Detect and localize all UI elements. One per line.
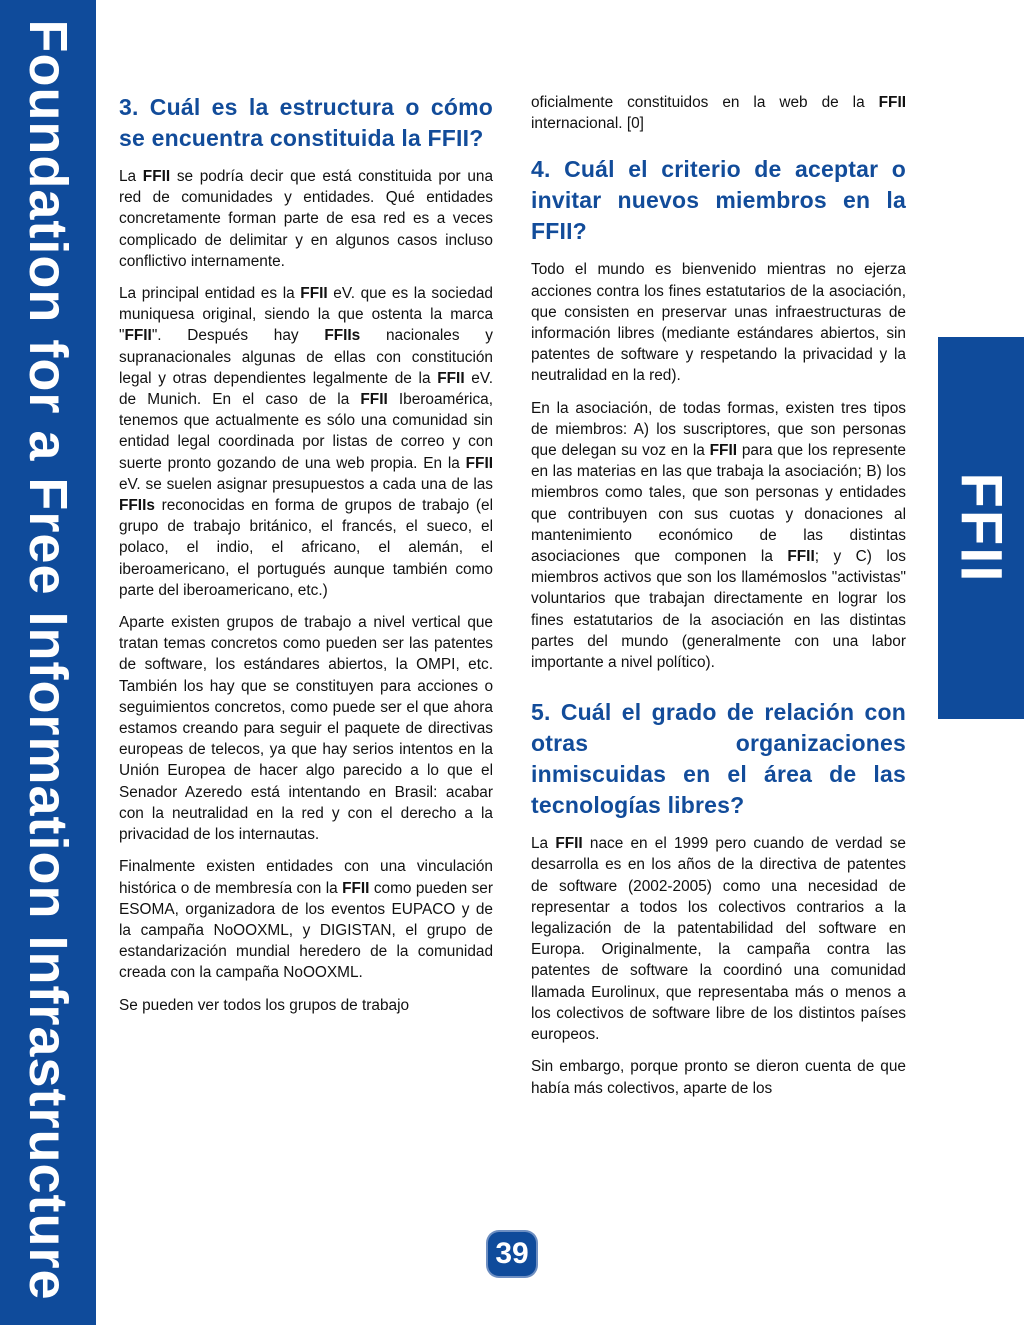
continued-paragraph <box>531 92 906 134</box>
section-5-heading: 5. Cuál el grado de relación con otras organizaciones inmiscuidas en el área de las tecnologías libres? <box>531 699 906 819</box>
ffii-side-tab <box>938 337 1024 719</box>
bold-term: FFII <box>437 369 465 387</box>
ffii-tab-label: FFII <box>948 472 1014 584</box>
paragraph: Sin embargo, porque pronto se dieron cuenta de que había más colectivos, aparte de los <box>531 1058 906 1097</box>
bold-term: FFII <box>709 442 737 460</box>
paragraph: Todo el mundo es bienvenido mientras no ejerza acciones contra los fines estatutarios de la asociación, que consisten en preservar unas infraestructuras de información libres (mediante estándares abiertos, sin patentes de software y respetando la privacidad y la neutralidad en la red). <box>531 261 906 385</box>
bold-term: FFII <box>787 548 815 566</box>
section-5-body <box>531 833 906 1098</box>
bold-term: FFII <box>555 835 583 853</box>
bold-term: FFII <box>360 391 388 409</box>
paragraph: Aparte existen grupos de trabajo a nivel vertical que tratan temas concretos como pueden ser las patentes de software, los estándares abiertos, la OMPI, etc. También los hay que se constituyen para acciones o seguimientos concretos, como puede ser el que ahora estamos creando para seguir el paquete de directivas europeas de telecos, ya que hay serios intentos en la Unión Europea de hacer algo parecido a lo que el Senador Azeredo está intentando en Brasil: acabar con la neutralidad en la red y con el derecho a la privacidad de los internautas. <box>119 614 493 844</box>
left-column <box>119 92 493 1027</box>
side-banner-title: Foundation for a Free Information Infrastructure <box>18 19 78 1301</box>
bold-term: FFIIs <box>119 497 155 515</box>
section-4-heading: 4. Cuál el criterio de aceptar o invitar nuevos miembros en la FFII? <box>531 156 906 245</box>
paragraph: Se pueden ver todos los grupos de trabajo <box>119 996 410 1014</box>
paragraph: La FFII nace en el 1999 pero cuando de verdad se desarrolla es en los años de la directiva de patentes de software (2002-2005) como una necesidad de representar a todos los colectivos contrarios a la legalización de la patentabilidad del software en Europa. Originalmente, la campaña contra las patentes de software la coordinó una comunidad llamada Eurolinux, que representaba más o menos a los colectivos de software libre de los distintos países europeos. <box>531 835 906 1044</box>
paragraph: Finalmente existen entidades con una vinculación histórica o de membresía con la FFII como pueden ser ESOMA, organizadora de los eventos EUPACO y de la campaña NoOOXML, y DIGISTAN, el grupo de estandarización mundial heredero de la comunidad creada con la campaña NoOOXML. <box>119 858 493 982</box>
side-banner <box>0 0 96 1325</box>
paragraph: oficialmente constituidos en la web de la FFII internacional. [0] <box>531 94 906 133</box>
paragraph: La FFII se podría decir que está constituida por una red de comunidades y entidades. Qué entidades concretamente forman parte de esa red es a veces complicado de delimitar y en algunos casos incluso conflictivo internamente. <box>119 168 493 270</box>
bold-term: FFII <box>300 285 328 303</box>
section-4-body <box>531 259 906 673</box>
section-3-heading: 3. Cuál es la estructura o cómo se encuentra constituida la FFII? <box>119 94 493 151</box>
bold-term: FFIIs <box>324 327 361 345</box>
bold-term: FFII <box>342 879 370 897</box>
section-3-body <box>119 166 493 1016</box>
right-column <box>531 92 906 1110</box>
bold-term: FFII <box>465 454 493 472</box>
paragraph: En la asociación, de todas formas, existen tres tipos de miembros: A) los suscriptores, que son personas que delegan su voz en la FFII para que los represente en las materias en las que trabaja la asociación; B) los miembros como tales, que son personas y entidades que contribuyen con sus cuotas y donaciones al mantenimiento económico de las distintas asociaciones que componen la FFII; y C) los miembros activos que son los llamémoslos "activistas" voluntarios que trabajan directamente en lograr los fines estatutarios de la asociación en las distintas partes del mundo (generalmente con una labor importante a nivel político). <box>531 399 906 672</box>
bold-term: FFII <box>124 327 152 345</box>
page-number-badge: 39 <box>488 1232 536 1276</box>
bold-term: FFII <box>142 168 171 185</box>
bold-term: FFII <box>878 94 906 111</box>
paragraph: La principal entidad es la FFII eV. que es la sociedad muniquesa original, siendo la que ostenta la marca "FFII". Después hay FFIIs nacionales y supranacionales algunas de ellas con constitución legal y otras dependientes legalmente de la FFII eV. de Munich. En el caso de la FFII Iberoamérica, tenemos que actualmente es sólo una comunidad sin entidad legal coordinada por listas de correo y con suerte pronto gozando de una web propia. En la FFII eV. se suelen asignar presupuestos a cada una de las FFIIs reconocidas en forma de grupos de trabajo (el grupo de trabajo británico, el francés, el sueco, el polaco, el indio, el africano, el alemán, el iberoamericano, el portugués aunque también como parte del iberoamericano, etc.) <box>119 285 493 599</box>
